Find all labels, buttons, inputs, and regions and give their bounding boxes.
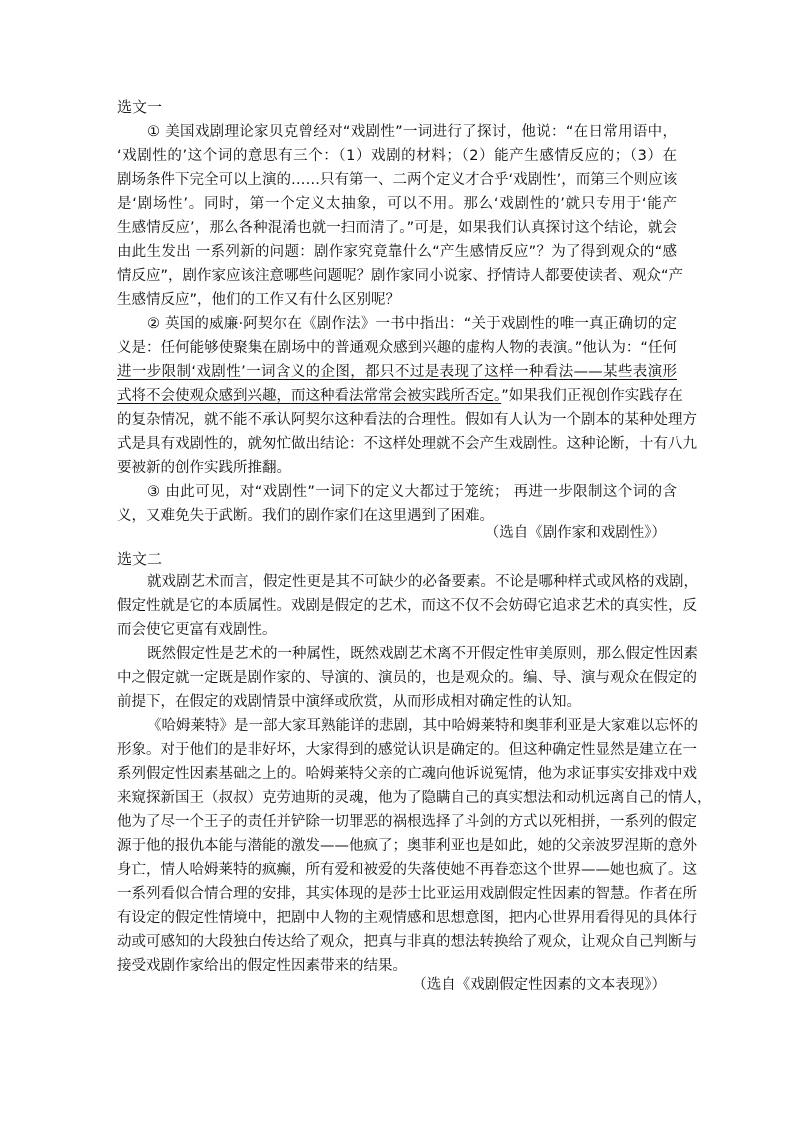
paragraph-line: 生感情反应’，那么各种混淆也就一扫而清了。”可是，如果我们认真探讨这个结论，就会 <box>117 220 677 236</box>
paragraph-line: 要被新的创作实践所推翻。 <box>117 460 291 476</box>
paragraph-line: 身亡，情人哈姆莱特的疯癫，所有爱和被爱的失落使她不再眷恋这个世界——她也疯了。这 <box>117 862 697 878</box>
paragraph-line: 由此生发出 一系列新的问题：剧作家究竟靠什么“产生感情反应”？为了得到观众的“感 <box>117 244 677 260</box>
paragraph-line: 的复杂情况，就不能不承认阿契尔这种看法的合理性。假如有人认为一个剧本的某种处理方 <box>117 412 697 428</box>
paragraph-line: ① 美国戏剧理论家贝克曾经对“戏剧性”一词进行了探讨，他说：“在日常用语中， <box>147 124 677 140</box>
paragraph-line: 是‘剧场性’。同时，第一个定义太抽象，可以不用。那么‘戏剧性的’就只专用于‘能产 <box>117 196 677 212</box>
source-citation: （选自《戏剧假定性因素的文本表现》） <box>412 977 666 993</box>
quote-continuation: ”如果我们正视创作实践存在 <box>501 388 683 404</box>
paragraph-line: 来窥探新国王（叔叔）克劳迪斯的灵魂，他为了隐瞒自己的真实想法和动机远离自己的情人， <box>117 790 712 806</box>
paragraph-line: ‘戏剧性的’这个词的意思有三个：（1）戏剧的材料；（2）能产生感情反应的；（3）在 <box>117 148 677 164</box>
paragraph-line: 式是具有戏剧性的，就匆忙做出结论：不这样处理就不会产生戏剧性。这种论断，十有八九 <box>117 436 697 452</box>
paragraph-line: 接受戏剧作家给出的假定性因素带来的结果。 <box>117 958 407 974</box>
paragraph-line: 源于他的报仇本能与潜能的激发——他疯了；奥菲利亚也是如此，她的父亲波罗涅斯的意外 <box>117 838 697 854</box>
paragraph-line: 《哈姆莱特》是一部大家耳熟能详的悲剧，其中哈姆莱特和奥菲利亚是大家难以忘怀的 <box>147 718 698 734</box>
paragraph-line: 动或可感知的大段独白传达给了观众，把真与非真的想法转换给了观众，让观众自己判断与 <box>117 934 697 950</box>
paragraph-line: 假定性就是它的本质属性。戏剧是假定的艺术，而这不仅不会妨碍它追求艺术的真实性，反 <box>117 598 697 614</box>
paragraph-line: 既然假定性是艺术的一种属性，既然戏剧艺术离不开假定性审美原则，那么假定性因素 <box>147 646 698 662</box>
paragraph-line: 系列假定性因素基础之上的。哈姆莱特父亲的亡魂向他诉说冤情，他为求证事实安排戏中戏 <box>117 766 697 782</box>
paragraph-line: 义是：任何能够使聚集在剧场中的普通观众感到兴趣的虚构人物的表演。”他认为：“任何 <box>117 340 677 356</box>
paragraph-line: 他为了尽一个王子的责任并铲除一切罪恶的祸根选择了斗剑的方式以死相拼，一系列的假定 <box>117 814 697 830</box>
paragraph-line: 前提下，在假定的戏剧情景中演绎或欣赏，从而形成相对确定性的认知。 <box>117 694 581 710</box>
paragraph-line: ② 英国的威廉·阿契尔在《剧作法》一书中指出：“关于戏剧性的唯一真正确切的定 <box>147 316 677 332</box>
paragraph-line: 生感情反应”，他们的工作又有什么区别呢？ <box>117 292 401 308</box>
paragraph-line: 义，又难免失于武断。我们的剧作家们在这里遇到了困难。 <box>117 508 494 524</box>
underlined-quote-line: 进一步限制‘戏剧性’一词含义的企图，都只不过是表现了这样一种看法——某些表演形 <box>117 364 677 380</box>
section-1-heading: 选文一 <box>117 98 163 116</box>
source-citation: （选自《剧作家和戏剧性》） <box>484 525 666 541</box>
paragraph-line: 就戏剧艺术而言，假定性更是其不可缺少的必备要素。不论是哪种样式或风格的戏剧， <box>147 574 698 590</box>
paragraph-line-mixed <box>117 384 683 408</box>
paragraph-line: 一系列看似合情合理的安排，其实体现的是莎士比亚运用戏剧假定性因素的智慧。作者在所 <box>117 886 697 902</box>
paragraph-line: 有设定的假定性情境中，把剧中人物的主观情感和思想意图，把内心世界用看得见的具体行 <box>117 910 697 926</box>
paragraph-line: ③ 由此可见，对“戏剧性”一词下的定义大都过于笼统； 再进一步限制这个词的含 <box>147 484 677 500</box>
paragraph-line: 而会使它更富有戏剧性。 <box>117 622 277 638</box>
section-2-heading: 选文二 <box>117 550 163 568</box>
paragraph-line: 形象。对于他们的是非好坏，大家得到的感觉认识是确定的。但这种确定性显然是建立在一 <box>117 742 697 758</box>
paragraph-line: 情反应”，剧作家应该注意哪些问题呢？剧作家同小说家、抒情诗人都要使读者、观众“产 <box>117 268 684 284</box>
underlined-quote-end: 式将不会使观众感到兴趣，而这种看法常常会被实践所否定。 <box>117 388 502 404</box>
paragraph-line: 剧场条件下完全可以上演的……只有第一、二两个定义才合乎‘戏剧性’，而第三个则应该 <box>117 172 678 188</box>
paragraph-line: 中之假定就一定既是剧作家的、导演的、演员的，也是观众的。编、导、演与观众在假定的 <box>117 670 697 686</box>
